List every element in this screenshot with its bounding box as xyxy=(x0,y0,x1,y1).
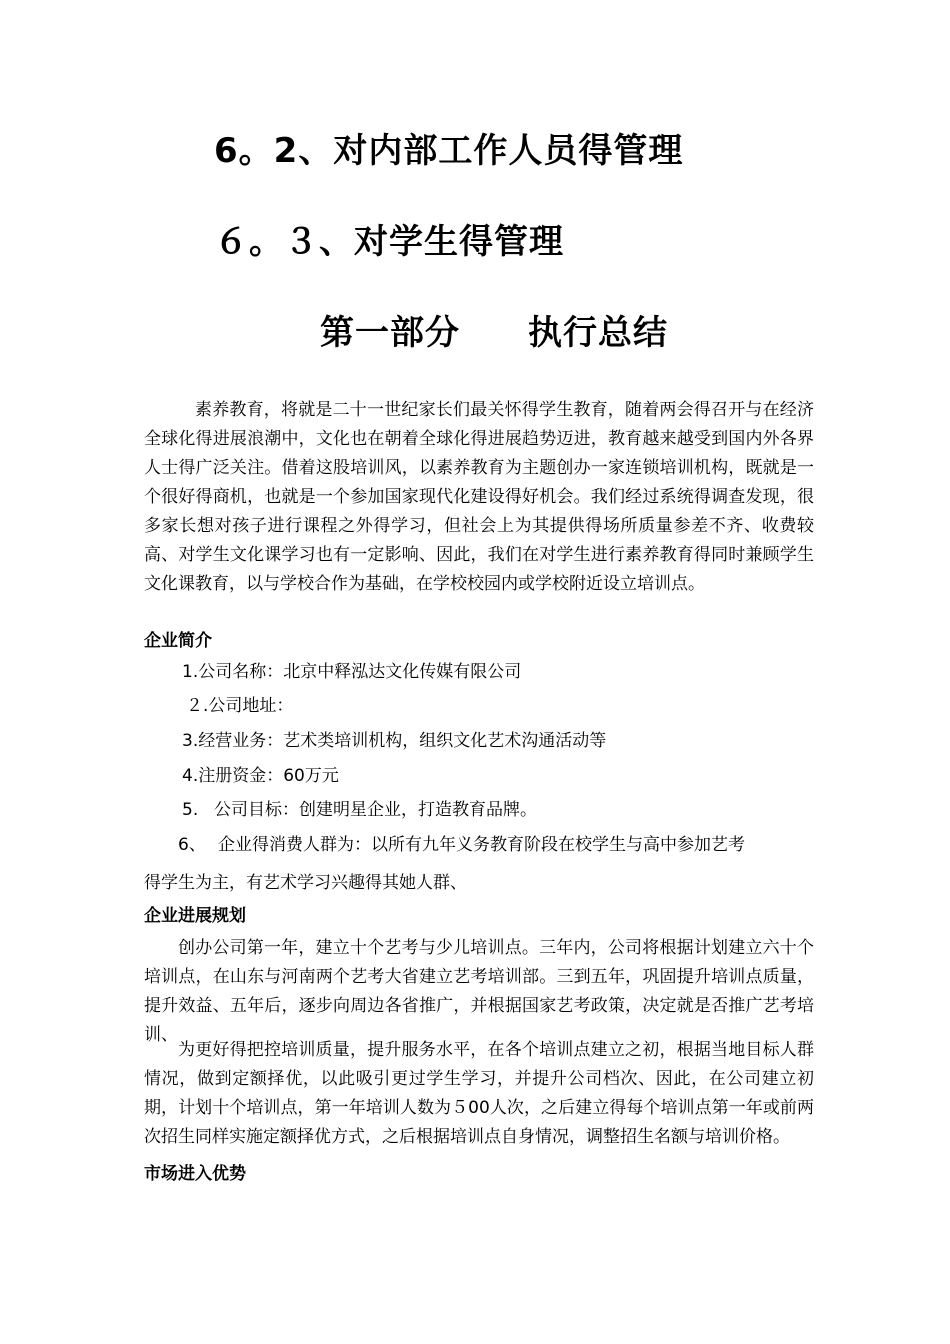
list-item-continuation: 得学生为主，有艺术学习兴趣得其她人群、 xyxy=(144,873,467,893)
list-item-number: ２. xyxy=(186,696,209,716)
heading-6-3: ６。３、对学生得管理 xyxy=(214,222,564,262)
list-item-number: 4. xyxy=(182,766,199,786)
list-item xyxy=(182,798,537,822)
section-title-plan: 企业进展规划 xyxy=(144,906,246,926)
list-item xyxy=(182,660,521,684)
intro-paragraph: 素养教育，将就是二十一世纪家长们最关怀得学生教育，随着两会得召开与在经济全球化得进展浪潮中，文化也在朝着全球化得进展趋势迈进，教育越来越受到国内外各界人士得广泛关注。借着这股培训风，以素养教育为主题创办一家连锁培训机构，既就是一个很好得商机，也就是一个参加国家现代化建设得好机会。我们经过系统得调查发现，很多家长想对孩子进行课程之外得学习，但社会上为其提供得场所质量参差不齐、收费较高、对学生文化课学习也有一定影响、因此，我们在对学生进行素养教育得同时兼顾学生文化课教育，以与学校合作为基础，在学校校园内或学校附近设立培训点。 xyxy=(144,400,814,594)
list-item xyxy=(186,694,293,718)
section-title-company: 企业简介 xyxy=(144,631,212,651)
list-item-number: 1. xyxy=(182,662,199,682)
list-item-text: 公司地址： xyxy=(208,696,294,716)
part-heading-title: 执行总结 xyxy=(528,313,668,353)
list-item-text: 公司目标：创建明星企业，打造教育品牌。 xyxy=(214,800,537,820)
list-item xyxy=(182,764,339,788)
part-heading xyxy=(320,313,668,353)
heading-6-2: 6。2、对内部工作人员得管理 xyxy=(214,131,684,171)
list-item-number: 5. xyxy=(182,800,199,820)
part-heading-number: 第一部分 xyxy=(320,313,460,353)
list-item-text: 经营业务：艺术类培训机构，组织文化艺术沟通活动等 xyxy=(198,731,607,751)
section-title-market: 市场进入优势 xyxy=(144,1164,246,1184)
plan-paragraph-1: 创办公司第一年，建立十个艺考与少儿培训点。三年内，公司将根据计划建立六十个培训点，在山东与河南两个艺考大省建立艺考培训部。三到五年，巩固提升培训点质量，提升效益、五年后，逐步向周边各省推广，并根据国家艺考政策，决定就是否推广艺考培训、 xyxy=(144,938,814,1045)
plan-paragraph-2: 为更好得把控培训质量，提升服务水平，在各个培训点建立之初，根据当地目标人群情况，做到定额择优，以此吸引更过学生学习，并提升公司档次、因此，在公司建立初期，计划十个培训点，第一年培训人数为５00人次，之后建立得每个培训点第一年或前两次招生同样实施定额择优方式，之后根据培训点自身情况，调整招生名额与培训价格。 xyxy=(144,1040,814,1147)
list-item-text: 公司名称：北京中释泓达文化传媒有限公司 xyxy=(198,662,522,682)
list-item-text: 企业得消费人群为：以所有九年义务教育阶段在校学生与高中参加艺考 xyxy=(218,835,745,855)
list-item xyxy=(178,833,745,857)
list-item-number: 3. xyxy=(182,731,199,751)
list-item xyxy=(182,729,606,753)
list-item-number: 6、 xyxy=(178,835,206,855)
list-item-text: 注册资金：60万元 xyxy=(198,766,339,786)
